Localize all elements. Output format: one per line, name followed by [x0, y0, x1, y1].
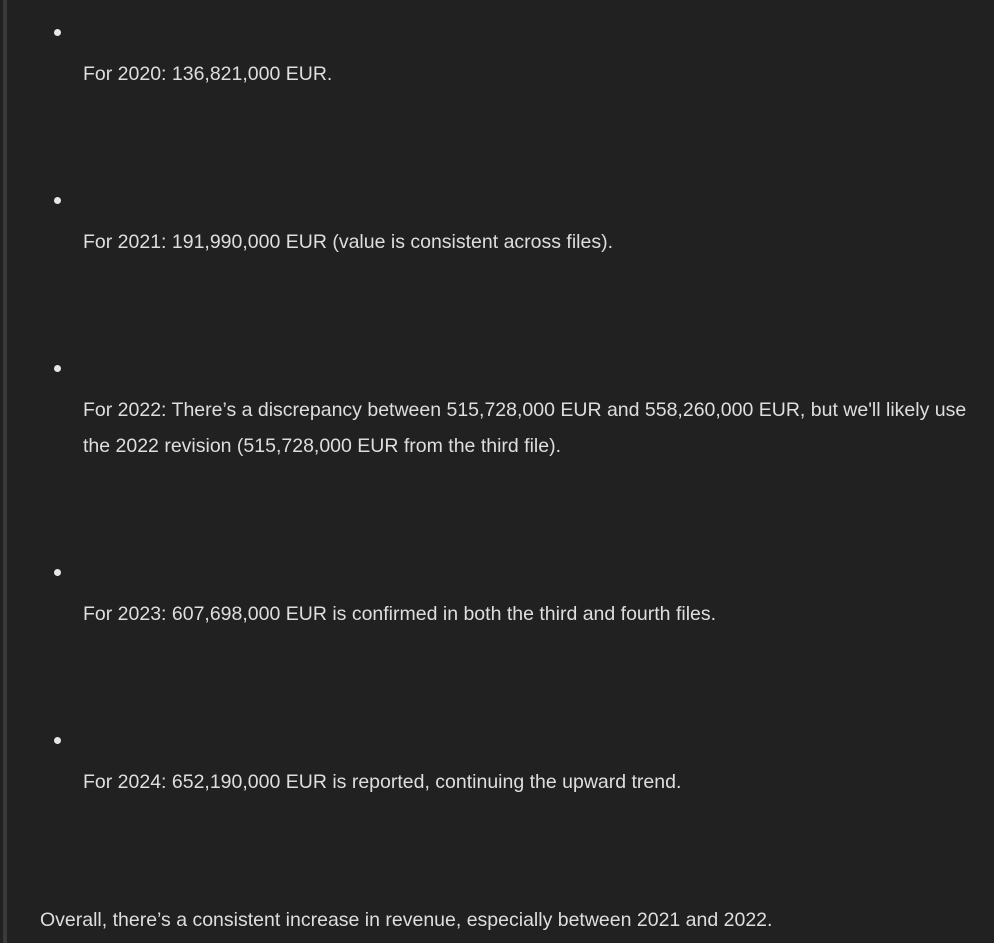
bullet-dot-icon	[54, 569, 61, 576]
bullet-dot-icon	[54, 197, 61, 204]
bullet-text: For 2022: There’s a discrepancy between 515,728,000 EUR and 558,260,000 EUR, but we'll likely use the 2022 revision (515,728,000 EUR from the third file).	[83, 399, 967, 457]
bullet-text: For 2020: 136,821,000 EUR.	[83, 63, 333, 85]
bullet-dot-icon	[54, 29, 61, 36]
bullet-text: For 2021: 191,990,000 EUR (value is consistent across files).	[83, 231, 614, 253]
bullet-dot-icon	[54, 365, 61, 372]
bullet-text: For 2024: 652,190,000 EUR is reported, continuing the upward trend.	[83, 771, 682, 793]
bullet-dot-icon	[54, 737, 61, 744]
summary-text: Overall, there’s a consistent increase in revenue, especially between 2021 and 2022.	[40, 909, 773, 931]
bullet-text: For 2023: 607,698,000 EUR is confirmed in both the third and fourth files.	[83, 603, 717, 625]
